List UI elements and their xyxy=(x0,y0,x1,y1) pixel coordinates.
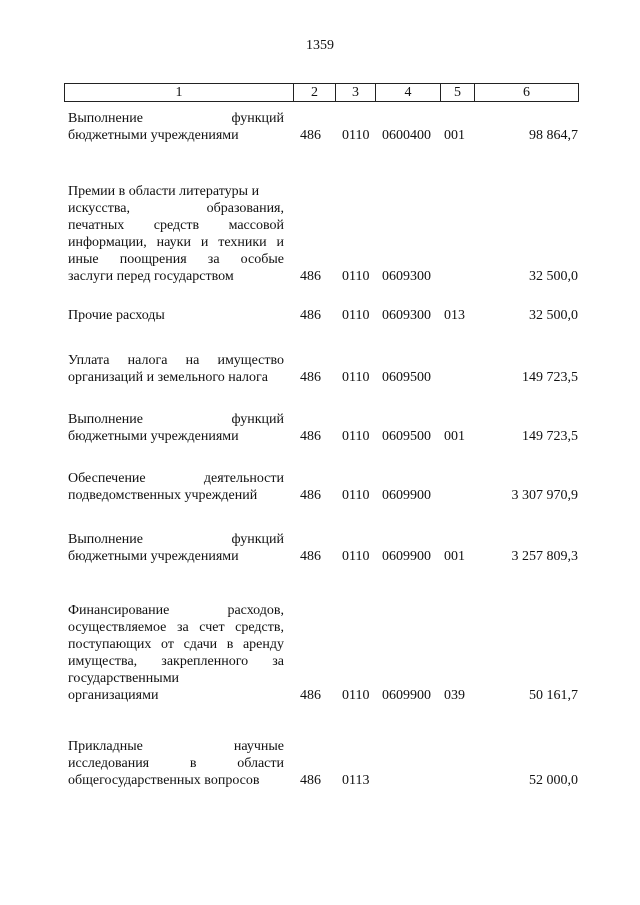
row-cell-c6: 32 500,0 xyxy=(529,308,578,323)
row-description-line: иные поощрения за особые xyxy=(68,252,284,267)
column-header-2: 2 xyxy=(294,84,336,102)
row-description-line: Выполнение функций xyxy=(68,532,284,547)
page-number: 1359 xyxy=(306,38,334,53)
column-header-table xyxy=(64,83,579,102)
row-description-line: государственными xyxy=(68,671,180,686)
row-cell-c3: 0110 xyxy=(342,308,370,323)
row-description-line: организаций и земельного налога xyxy=(68,370,268,385)
row-cell-c5: 001 xyxy=(444,128,465,143)
row-cell-c4: 0609900 xyxy=(382,549,431,564)
row-description-line: Выполнение функций xyxy=(68,412,284,427)
column-header-3: 3 xyxy=(336,84,376,102)
row-description-line: печатных средств массовой xyxy=(68,218,284,233)
row-description-line: Уплата налога на имущество xyxy=(68,353,284,368)
row-cell-c5: 001 xyxy=(444,429,465,444)
row-cell-c4: 0609900 xyxy=(382,688,431,703)
row-cell-c2: 486 xyxy=(300,549,321,564)
row-cell-c6: 149 723,5 xyxy=(522,370,578,385)
row-description-line: организациями xyxy=(68,688,159,703)
row-cell-c2: 486 xyxy=(300,308,321,323)
row-cell-c4: 0609300 xyxy=(382,269,431,284)
row-cell-c3: 0110 xyxy=(342,128,370,143)
row-description-line: осуществляемое за счет средств, xyxy=(68,620,284,635)
row-cell-c3: 0110 xyxy=(342,688,370,703)
row-description-line: общегосударственных вопросов xyxy=(68,773,260,788)
column-header-1: 1 xyxy=(65,84,294,102)
row-cell-c3: 0113 xyxy=(342,773,370,788)
row-cell-c2: 486 xyxy=(300,488,321,503)
row-cell-c2: 486 xyxy=(300,773,321,788)
row-description-line: Обеспечение деятельности xyxy=(68,471,284,486)
column-header-6: 6 xyxy=(475,84,579,102)
row-description-line: подведомственных учреждений xyxy=(68,488,258,503)
row-cell-c5: 001 xyxy=(444,549,465,564)
row-cell-c2: 486 xyxy=(300,269,321,284)
row-description-line: Премии в области литературы и xyxy=(68,184,260,199)
row-cell-c6: 50 161,7 xyxy=(529,688,578,703)
row-cell-c6: 52 000,0 xyxy=(529,773,578,788)
row-description-line: информации, науки и техники и xyxy=(68,235,284,250)
row-description-line: имущества, закрепленного за xyxy=(68,654,284,669)
row-description-line: исследования в области xyxy=(68,756,284,771)
row-description-line: Прочие расходы xyxy=(68,308,165,323)
row-description-line: Выполнение функций xyxy=(68,111,284,126)
row-cell-c6: 32 500,0 xyxy=(529,269,578,284)
row-cell-c2: 486 xyxy=(300,128,321,143)
row-description-line: заслуги перед государством xyxy=(68,269,234,284)
row-cell-c3: 0110 xyxy=(342,269,370,284)
row-cell-c4: 0609500 xyxy=(382,370,431,385)
row-description-line: Финансирование расходов, xyxy=(68,603,284,618)
row-cell-c6: 3 307 970,9 xyxy=(511,488,578,503)
row-description-line: искусства, образования, xyxy=(68,201,284,216)
column-header-4: 4 xyxy=(376,84,441,102)
row-cell-c3: 0110 xyxy=(342,429,370,444)
column-header-5: 5 xyxy=(441,84,475,102)
row-cell-c5: 013 xyxy=(444,308,465,323)
row-cell-c6: 3 257 809,3 xyxy=(511,549,578,564)
column-header-row xyxy=(65,84,579,102)
row-description-line: бюджетными учреждениями xyxy=(68,128,239,143)
row-cell-c3: 0110 xyxy=(342,488,370,503)
row-description-line: Прикладные научные xyxy=(68,739,284,754)
row-cell-c6: 98 864,7 xyxy=(529,128,578,143)
row-cell-c4: 0600400 xyxy=(382,128,431,143)
row-description-line: бюджетными учреждениями xyxy=(68,549,239,564)
row-cell-c5: 039 xyxy=(444,688,465,703)
row-cell-c3: 0110 xyxy=(342,370,370,385)
row-cell-c3: 0110 xyxy=(342,549,370,564)
row-cell-c4: 0609300 xyxy=(382,308,431,323)
row-cell-c2: 486 xyxy=(300,429,321,444)
row-cell-c2: 486 xyxy=(300,370,321,385)
row-description-line: бюджетными учреждениями xyxy=(68,429,239,444)
row-cell-c4: 0609500 xyxy=(382,429,431,444)
row-cell-c6: 149 723,5 xyxy=(522,429,578,444)
row-description-line: поступающих от сдачи в аренду xyxy=(68,637,284,652)
row-cell-c2: 486 xyxy=(300,688,321,703)
row-cell-c4: 0609900 xyxy=(382,488,431,503)
